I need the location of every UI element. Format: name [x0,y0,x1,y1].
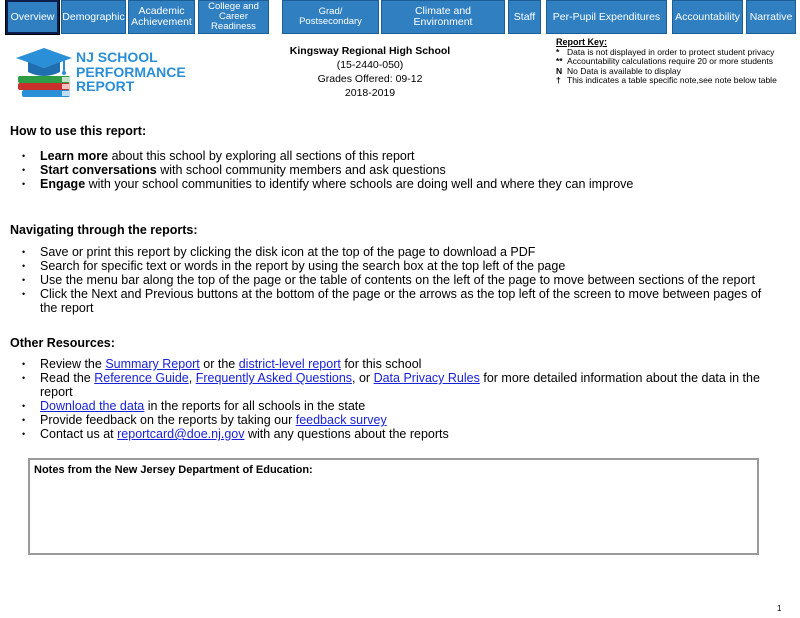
list-item [20,427,780,441]
item-text: in the reports for all schools in the state [144,399,366,413]
district-level-report-link[interactable]: district-level report [238,357,341,371]
tab-staff[interactable] [508,0,541,34]
item-text: Contact us at [40,427,118,441]
grades-offered: Grades Offered: 09-12 [317,73,423,85]
notes-title: Notes from the New Jersey Department of Education: [34,464,313,476]
key-text: This indicates a table specific note,see note below table [567,75,777,86]
key-symbol: ** [556,56,563,67]
item-bold-text: Learn more [40,149,109,163]
item-text: , [188,371,196,385]
other-resources-heading: Other Resources: [10,336,115,350]
faq-link[interactable]: Frequently Asked Questions [195,371,353,385]
feedback-survey-link[interactable]: feedback survey [295,413,387,427]
logo-line-1: NJ SCHOOL [76,49,158,65]
tab-label: Narrative [749,10,793,23]
list-item: • Use the menu bar along the top of the page or the table of contents on the left of the page to move between sections of the report [20,273,780,287]
list-item: • Search for specific text or words in the report by using the search box at the top left of the page [20,259,780,273]
download-data-link[interactable]: Download the data [40,399,145,413]
logo-line-3: REPORT [76,78,135,94]
tab-overview[interactable] [6,0,59,34]
item-text: for this school [340,357,422,371]
tab-label: Accountability [675,10,740,23]
school-year: 2018-2019 [344,87,396,99]
tab-narrative[interactable] [746,0,796,34]
how-to-use-heading: How to use this report: [10,124,147,138]
tab-college-career-readiness[interactable] [198,0,269,34]
list-item: • Save or print this report by clicking the disk icon at the top of the page to download a PDF [20,245,780,259]
tab-demographic[interactable] [61,0,126,34]
list-item [20,371,780,399]
list-item [20,399,780,413]
report-key-row [556,76,796,86]
item-bold-text: Start conversations [40,163,157,177]
section-nav-bar [0,0,800,36]
list-item [20,163,780,177]
list-item: • Click the Next and Previous buttons at the bottom of the page or the arrows as the top left of the screen to move between pages of the report [20,287,780,315]
item-text: for more detailed information about the data in the report [40,371,760,399]
tab-label: College and Career Readiness [208,1,259,32]
reference-guide-link[interactable]: Reference Guide [94,371,189,385]
logo-text [76,50,191,94]
item-text: , or [352,371,374,385]
tab-label: Staff [513,10,536,23]
key-symbol: * [556,46,560,57]
tab-accountability[interactable] [672,0,743,34]
data-privacy-rules-link[interactable]: Data Privacy Rules [373,371,480,385]
school-info [265,44,475,100]
tab-grad-postsecondary[interactable] [282,0,379,34]
list-item [20,177,780,191]
notes-box [28,458,759,555]
tab-label: Grad/ Postsecondary [299,6,362,27]
tab-academic-achievement[interactable] [128,0,195,34]
report-key [556,38,796,86]
tab-label: Academic Achievement [131,5,192,28]
item-text: Read the [40,371,95,385]
item-text: with school community members and ask questions [156,163,446,177]
report-key-title: Report Key: [556,37,608,47]
item-bold-text: Engage [40,177,86,191]
list-item [20,357,780,371]
key-symbol: † [556,75,561,86]
key-text: Accountability calculations require 20 or more students [567,56,773,67]
item-text: Provide feedback on the reports by taking our [40,413,296,427]
how-to-use-list [20,149,780,191]
navigating-list [20,245,780,315]
tab-label: Climate and Environment [413,5,473,28]
key-text: No Data is available to display [567,65,681,76]
summary-report-link[interactable]: Summary Report [105,357,200,371]
navigating-heading: Navigating through the reports: [10,223,198,237]
contact-email-link[interactable]: reportcard@doe.nj.gov [117,427,245,441]
other-resources-list [20,357,780,441]
tab-per-pupil-expenditures[interactable] [546,0,667,34]
school-name: Kingsway Regional High School [289,45,451,57]
item-text: with any questions about the reports [244,427,449,441]
item-text: about this school by exploring all sections of this report [108,149,415,163]
tab-label: Demographic [62,10,125,23]
school-code: (15-2440-050) [336,59,404,71]
key-text: Data is not displayed in order to protect student privacy [567,46,775,57]
list-item [20,149,780,163]
logo-line-2: PERFORMANCE [76,63,186,80]
item-text: Review the [40,357,106,371]
item-text: or the [199,357,239,371]
page-number: 1 [777,604,782,613]
tab-label: Overview [10,10,55,23]
tab-climate-environment[interactable] [381,0,505,34]
tab-label: Per-Pupil Expenditures [552,10,661,23]
list-item [20,413,780,427]
key-symbol: N [556,65,563,76]
item-text: with your school communities to identify where schools are doing well and where they can improve [85,177,634,191]
